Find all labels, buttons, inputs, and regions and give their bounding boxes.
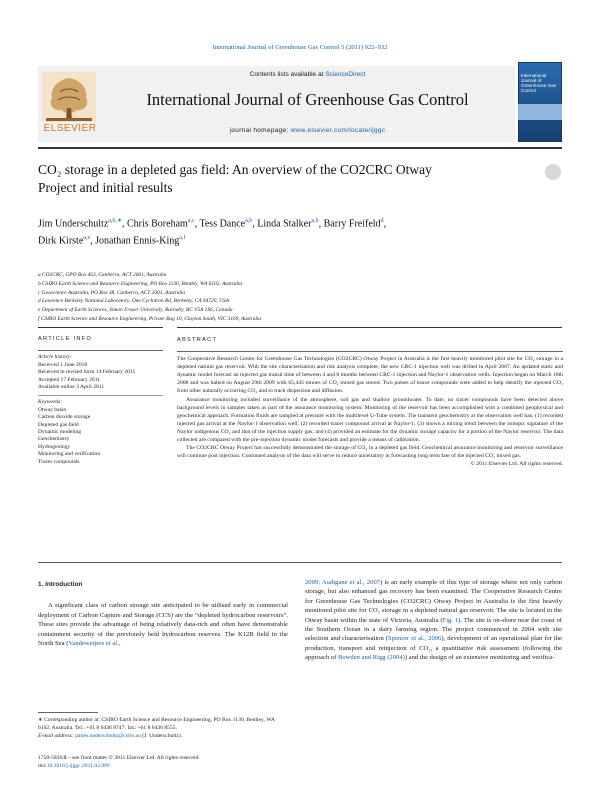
email-label: E-mail address: bbox=[38, 733, 76, 739]
reference-link[interactable]: 2009; Audigane et al., 2007 bbox=[305, 579, 381, 586]
abstract-paragraph: The Cooperative Research Centre for Greenhouse Gas Technologies (CO2CRC) Otway Project in Australia is the first heavily monitored pilot site for CO₂ storage in a depleted natural gas reservoir. With the site characterisation and risk analysis complete, the new CRC-1 injection well was drilled in April 2007. An updated static and dynamic model forecast an injected gas transit time of between 4 and 8 months between CRC-1 injection and Naylor-1 observation wells. Injection began on March 18th 2008 and was halted on August 29th 2009 with 65,445 tonnes of CO₂ mixed gas stored. Two pulses of tracer compounds were added to help identify the injected CO₂ from other naturally occurring CO₂ and to track dispersion and diffusion. bbox=[177, 356, 563, 395]
figure-link[interactable]: Fig. 1 bbox=[442, 616, 459, 624]
abstract-divider bbox=[177, 351, 563, 352]
history-label: Article history: bbox=[38, 354, 73, 361]
history-item: Received in revised form 14 February 2011 bbox=[38, 369, 136, 376]
publisher-name: ELSEVIER bbox=[43, 123, 97, 134]
article-title bbox=[38, 161, 508, 197]
info-divider bbox=[38, 395, 163, 396]
cover-band bbox=[518, 104, 562, 120]
body-paragraph bbox=[38, 601, 288, 648]
section-heading: 1. Introduction bbox=[38, 581, 83, 588]
header-rule bbox=[38, 147, 562, 149]
corresponding-author-note: ∗ Corresponding author at: CSIRO Earth Science and Resource Engineering, PO Box 1130, Bentley, WA 6102, Australia. Tel.: +61 8 6436 8747; fax: +61 8 6436 8555. bbox=[38, 717, 275, 731]
article-info bbox=[38, 336, 163, 466]
author-separator: , bbox=[318, 218, 324, 230]
keyword-item: Geochemistry bbox=[38, 436, 70, 443]
affiliation-item: a CO2CRC, GPO Box 463, Canberra, ACT 2601, Australia bbox=[38, 272, 167, 278]
reference-link[interactable]: Bowden and Rigg (2004) bbox=[337, 654, 405, 662]
keyword-item: Carbon dioxide storage bbox=[38, 414, 91, 421]
issn-line: 1750-5836/$ – see front matter © 2011 Elsevier Ltd. All rights reserved. bbox=[38, 755, 200, 761]
author-name[interactable]: Tess Dance bbox=[199, 218, 246, 230]
keywords-label: Keywords: bbox=[38, 399, 63, 406]
journal-homepage-line bbox=[100, 127, 515, 134]
author-separator: , bbox=[194, 218, 200, 230]
journal-homepage-link[interactable]: www.elsevier.com/locate/ijggc bbox=[290, 127, 386, 134]
body-text: A significant class of carbon storage site anticipated to be utilised early in commercial deployment of Carbon Capture and Storage (CCS) are the “depleted hydrocarbon reservoirs”. These sites provide the advantage of being relatively data-rich and often have demonstrable containment security of the previously held hydrocarbon reserves. The K12B field in the North Sea ( bbox=[38, 602, 288, 648]
keyword-item: Tracer compounds bbox=[38, 458, 80, 465]
body-left-column bbox=[38, 580, 288, 648]
crossmark-icon[interactable] bbox=[545, 164, 561, 180]
keyword-item: Dynamic modeling bbox=[38, 429, 82, 436]
article-title-line-2: Project and initial results bbox=[38, 180, 173, 195]
email-line bbox=[38, 732, 288, 740]
reference-link[interactable]: Vandeweijere et al., bbox=[68, 640, 121, 648]
doi-link[interactable]: 10.1016/j.ijggc.2011.02.009 bbox=[46, 763, 110, 769]
doi-line bbox=[38, 762, 338, 770]
reference-link[interactable]: Spencer et al., 2006 bbox=[388, 635, 442, 643]
keyword-item: Depleted gas field bbox=[38, 421, 79, 428]
affiliation-item: f CSIRO Earth Science and Resource Engineering, Private Bag 10, Clayton South, VIC 3169, Australia bbox=[38, 315, 262, 322]
author-affil-sup[interactable]: d bbox=[380, 218, 384, 224]
footnote-rule bbox=[38, 712, 98, 713]
body-text: ) and the design of an extensive monitoring and verifica- bbox=[404, 654, 555, 662]
abstract-paragraph: The CO2CRC Otway Project has successfully demonstrated the storage of CO₂ in a depleted gas field. Geochemical assurance monitoring and reservoir surveillance will continue post injection. Continued analysis of the data will serve to reduce uncertainty in forecasting long term fate of the injected CO₂ mixed gas. bbox=[177, 445, 563, 460]
journal-citation[interactable]: International Journal of Greenhouse Gas Control 5 (2011) 922–932 bbox=[212, 44, 388, 51]
history-item: Received 1 June 2010 bbox=[38, 361, 88, 368]
author-separator: , bbox=[90, 235, 96, 247]
doi-prefix: doi: bbox=[38, 763, 47, 769]
body-paragraph bbox=[305, 578, 562, 663]
author-affil-sup[interactable]: a,e bbox=[83, 235, 91, 242]
info-divider bbox=[38, 350, 163, 351]
body-text: ), development of an operational plan for the production, transport and reinjection of CO₂, a quantitative risk assessment (following the approach of bbox=[305, 635, 562, 662]
affiliation-item: e Department of Earth Sciences, Simon Fraser University, Burnaby, BC V5A 1S6, Canada bbox=[38, 307, 233, 314]
author-name[interactable]: Dirk Kirste bbox=[38, 235, 84, 247]
author-separator: , bbox=[383, 218, 387, 230]
affiliation-list bbox=[38, 271, 558, 324]
journal-title: International Journal of Greenhouse Gas Control bbox=[146, 90, 469, 109]
keyword-item: Monitoring and verification bbox=[38, 451, 101, 458]
footnote-block bbox=[38, 716, 288, 740]
email-suffix: (J. Underschultz). bbox=[140, 733, 183, 739]
elsevier-tree-logo bbox=[40, 70, 98, 128]
email-link[interactable]: james.underschultz@csiro.au bbox=[75, 733, 141, 739]
sciencedirect-link[interactable]: ScienceDirect bbox=[325, 71, 366, 78]
affiliation-item: b CSIRO Earth Science and Resource Engineering, PO Box 1130, Bentley, WA 6102, Australia bbox=[38, 280, 243, 287]
keyword-item: Otway basin bbox=[38, 406, 67, 413]
abstract-paragraph: Assurance monitoring included surveillance of the atmosphere, soil gas and shallow groundwater. To date, no tracer compounds have been detected above background levels in samples taken as part of the assurance monitoring system. Monitoring of the reservoir has been accomplished with a combined geophysical and geochemical approach. Formation fluids are sampled at pressure with the multilevel U-Tube system. The transient geochemistry at the observation well has: (1) recorded injected gas arrival at the Naylor-1 observation well; (2) recorded tracer compound arrival at Naylor-1; (3) shown a mixing trend between the isotopic signature of the Naylor indigenous CO₂ and that of the injection supply gas; and (4) provided an estimate for the dynamic storage capacity for a portion of the Naylor reservoir. The data collected are compared with the pre-injection dynamic model forecasts and provide a means of calibration. bbox=[177, 396, 563, 444]
author-affil-sup[interactable]: a,b,∗ bbox=[108, 218, 122, 224]
author-list bbox=[38, 214, 558, 249]
author-name[interactable]: Chris Boreham bbox=[126, 218, 188, 230]
body-right-column bbox=[305, 578, 562, 663]
author-affil-sup[interactable]: a,f bbox=[179, 235, 186, 242]
author-affil-sup[interactable]: a,b bbox=[245, 218, 253, 224]
keyword-item: Hydrogeology bbox=[38, 443, 71, 450]
author-name[interactable]: Jonathan Ennis-King bbox=[95, 235, 180, 247]
homepage-prefix: journal homepage: bbox=[229, 127, 291, 134]
abstract-bottom-rule bbox=[38, 562, 562, 563]
article-info-heading: ARTICLE INFO bbox=[38, 336, 93, 342]
author-affil-sup[interactable]: a,c bbox=[187, 218, 195, 224]
author-separator: , bbox=[121, 218, 127, 230]
body-text: ). The site is on-shore near the coast of the Southern Ocean in a dairy farming region. The project commenced in 2004 with site selection and characterisation ( bbox=[305, 616, 563, 643]
affiliation-item: d Lawrence Berkeley National Laboratory, One Cyclotron Rd, Berkeley, CA 94720, USA bbox=[38, 298, 229, 305]
author-name[interactable]: Jim Underschultz bbox=[38, 218, 109, 230]
abstract-top-rule bbox=[177, 327, 562, 328]
history-item: Available online 3 April 2011 bbox=[38, 384, 105, 391]
affiliation-item: c Geoscience Australia, PO Box 38, Canberra, ACT 2601, Australia bbox=[38, 289, 186, 296]
contents-line bbox=[100, 71, 515, 78]
abstract-heading: ABSTRACT bbox=[177, 337, 218, 343]
issn-doi-block bbox=[38, 754, 338, 770]
info-top-rule bbox=[38, 327, 163, 328]
article-title-line-1: CO₂ storage in a depleted gas field: An overview of the CO2CRC Otway bbox=[38, 162, 432, 177]
author-affil-sup[interactable]: a,b bbox=[311, 218, 319, 224]
history-item: Accepted 17 February 2011 bbox=[38, 376, 101, 383]
author-name[interactable]: Linda Stalker bbox=[257, 218, 312, 230]
contents-prefix: Contents lists available at bbox=[249, 71, 326, 78]
abstract bbox=[177, 336, 563, 468]
cover-title: International Journal of Greenhouse Gas Control bbox=[521, 73, 556, 93]
body-text: ) is an early example of this type of storage where not only carbon storage, but also enhanced gas recovery has been examined. The Cooperative Research Centre for Greenhouse Gas Technologies (CO2CRC) Otway Project in Australia is the first heavily monitored pilot site for CO₂ storage in a depleted natural gas reservoir. The site is located in the Otway basin within the state of Victoria, Australia ( bbox=[305, 579, 562, 624]
copyright-line: © 2011 Elsevier Ltd. All rights reserved. bbox=[470, 461, 563, 468]
author-name[interactable]: Barry Freifeld bbox=[323, 218, 381, 230]
author-separator: , bbox=[252, 218, 258, 230]
